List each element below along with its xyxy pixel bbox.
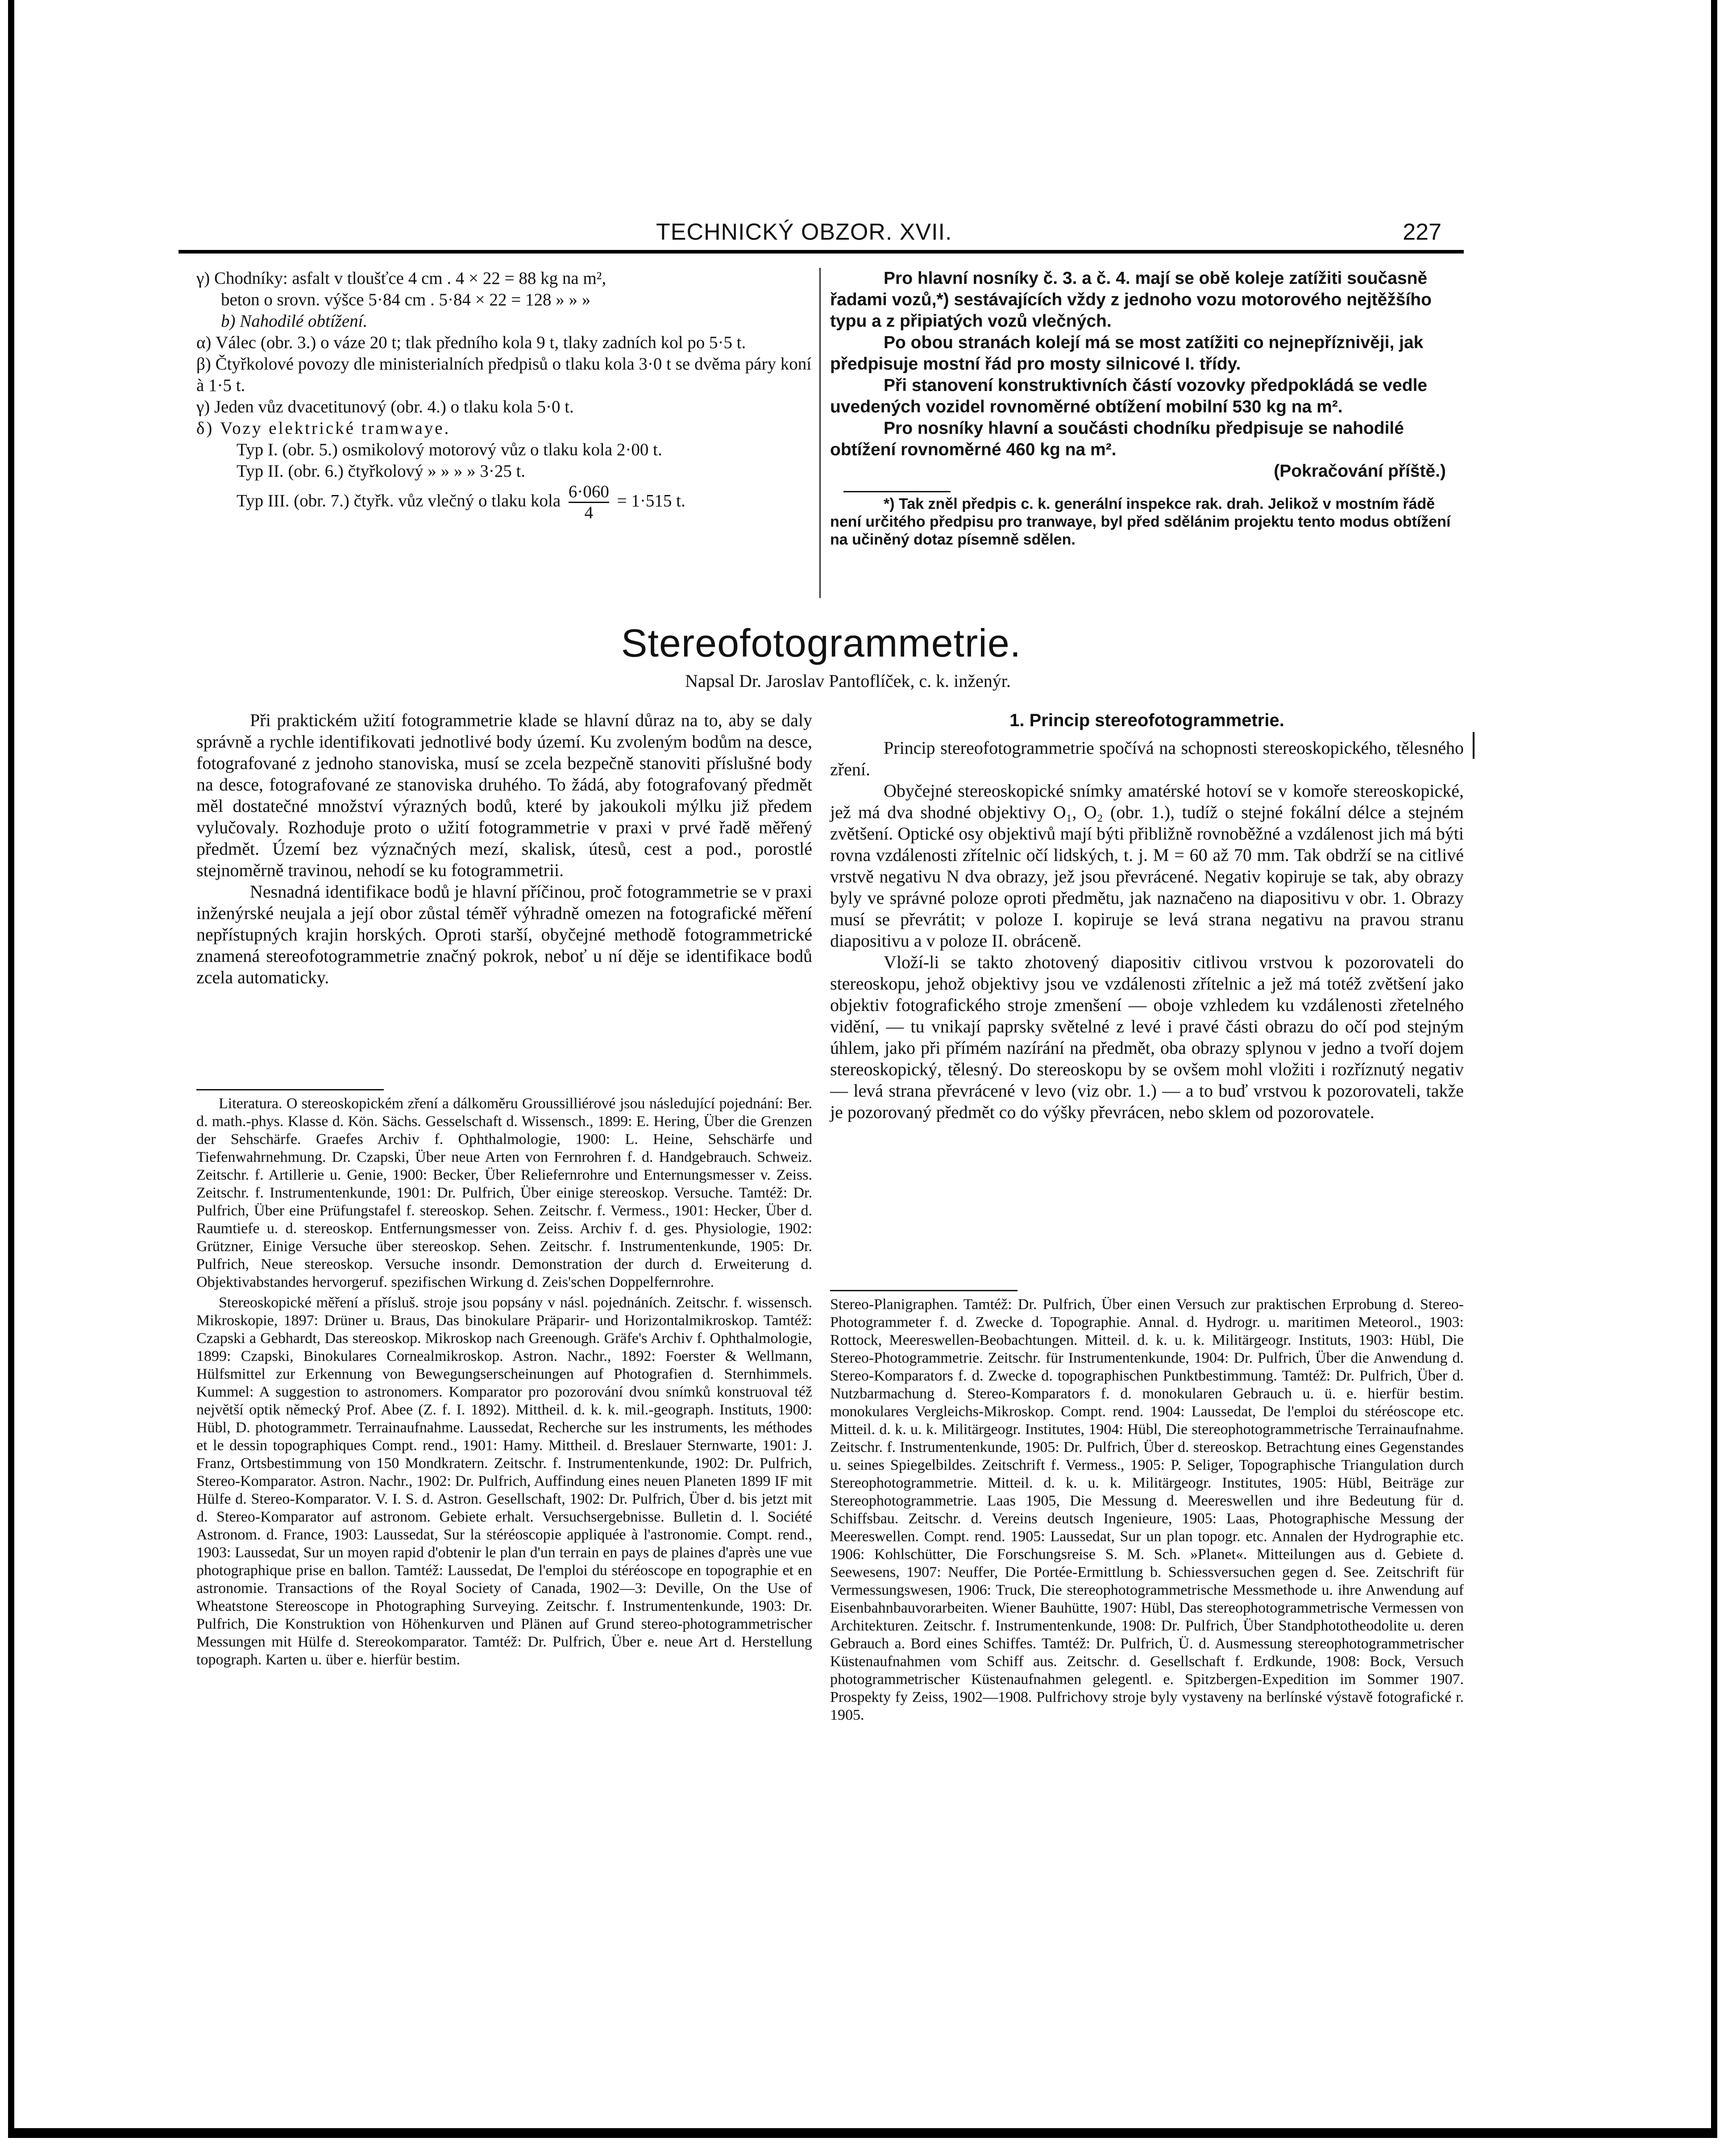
scan-mark xyxy=(1473,732,1474,759)
tram-type-line: Typ II. (obr. 6.) čtyřkolový » » » » 3·25 t. xyxy=(237,462,526,481)
load-notes-column xyxy=(830,268,1464,549)
fraction xyxy=(569,482,609,523)
footnote-rule xyxy=(843,491,951,492)
page-number: 227 xyxy=(1403,219,1441,245)
paragraph: Vloží-li se takto zhotovený diapositiv citlivou vrstvou k pozorovateli do stereoskopu, jehož objektivy jsou ve vzdálenosti zřítelnic a jež má totéž zvětšení jako objektiv fotografického stroje zmenšení — oboje vzhledem ku vzdálenosti zřetelného vidění, — tu vnikají paprsky světelné z levé i pravé části obrazu do očí pod stejným úhlem, jako při přímém nazírání na předmět, oba obrazy splynou v jedno a tvoří dojem stereoskopický, tělesný. Do stereoskopu by se ovšem mohl vložiti i rozříznutý negativ — levá strana převrácené v levo (viz obr. 1.) — a to buď vrstvou k pozorovateli, takže je pozorovaný předmět co do výšky převrácen, nebo sklem od pozorovatele. xyxy=(830,952,1464,1122)
paragraph: Pro hlavní nosníky č. 3. a č. 4. mají se obě koleje zatížiti současně řadami vozů,*) sestávajících vždy z jednoho vozu motorového nejtěžšího typu a z připiatých vozů vlečných. xyxy=(830,269,1432,331)
byline: Napsal Dr. Jaroslav Pantoflíček, c. k. inženýr. xyxy=(685,671,1011,691)
paragraph: Obyčejné stereoskopické snímky amatérské hotoví se v komoře stereoskopické, jež má dva shodné objektivy O₁, O₂ (obr. 1.), tudíž o stejné fokální délce a stejném zvětšení. Optické osy objektivů mají býti přibližně rovnoběžné a vzdálenost jich má býti rovna vzdálenosti zřítelnic očí lidských, t. j. M = 60 až 70 mm. Tak obdrží se na citlivé vrstvě negativu N dva obrazy, jež jsou převrácené. Negativ kopiruje se tak, aby obrazy byly ve správné poloze oproti předmětu, jak naznačeno na diapositivu v obr. 1. Obrazy musí se převrátit; v poloze I. kopiruje se levá strana negativu na pravou stranu diapositivu a v poloze II. obráceně. xyxy=(830,781,1464,951)
spec-line: γ) Jeden vůz dvacetitunový (obr. 4.) o tlaku kola 5·0 t. xyxy=(196,397,574,416)
literature-rule xyxy=(196,1089,384,1090)
literature-rule xyxy=(830,1290,1018,1291)
continued-note: (Pokračování příště.) xyxy=(1274,462,1446,481)
article-title: Stereofotogrammetrie. xyxy=(621,621,1022,665)
spec-line: γ) Chodníky: asfalt v tloušťce 4 cm . 4 × 22 = 88 kg na m², xyxy=(196,269,606,288)
paragraph: Při stanovení konstruktivních částí vozovky předpokládá se vedle uvedených vozidel rovnoměrné obtížení mobilní 530 kg na m². xyxy=(830,376,1428,416)
paragraph: Při praktickém užití fotogrammetrie klade se hlavní důraz na to, aby se daly správně a rychle identifikovati jednotlivé body území. Ku zvoleným bodům na desce, fotografované z jednoho stanoviska, musí se zcela bezpečně stanoviti příslušné body na desce, fotografované ze stanoviska druhého. To žádá, aby fotografovaný předmět měl dostatečné množství výrazných bodů, které by jakoukoli mýlku již předem vylučovaly. Rozhoduje proto o užití fotogrammetrie v praxi v prvé řadě měřený předmět. Území bez význačných mezí, skalisk, útesů, cest a pod., porostlé stejnoměrně travinou, nehodí se ku fotogrammetrii. xyxy=(196,710,812,880)
article-body-left xyxy=(196,710,812,988)
spec-line: α) Válec (obr. 3.) o váze 20 t; tlak předního kola 9 t, tlaky zadních kol po 5·5 t. xyxy=(196,333,746,352)
paragraph: Po obou stranách kolejí má se most zatížiti co nejnepříznivěji, jak předpisuje mostní řád pro mosty silnicové I. třídy. xyxy=(830,333,1424,374)
tram-type-result: = 1·515 t. xyxy=(617,491,685,511)
spec-line: beton o srovn. výšce 5·84 cm . 5·84 × 22 = 128 » » » xyxy=(221,290,591,309)
paragraph: Princip stereofotogrammetrie spočívá na schopnosti stereoskopického, tělesného zření. xyxy=(830,738,1464,779)
running-header xyxy=(179,219,1464,254)
literature-left xyxy=(196,1089,812,1672)
fraction-denominator: 4 xyxy=(584,503,594,522)
tram-type-line-fraction xyxy=(196,482,812,523)
tram-type-text: Typ III. (obr. 7.) čtyřk. vůz vlečný o tlaku kola xyxy=(237,491,561,511)
journal-title: TECHNICKÝ OBZOR. XVII. xyxy=(656,219,952,245)
paragraph: Pro nosníky hlavní a součásti chodníku předpisuje se nahodilé obtížení rovnoměrné 460 kg na m². xyxy=(830,419,1404,459)
section-heading: 1. Princip stereofotogrammetrie. xyxy=(1009,711,1284,730)
paragraph: Nesnadná identifikace bodů je hlavní příčinou, proč fotogrammetrie se v praxi inženýrské neujala a její obor zůstal téměř výhradně omezen na fotografické měření nepřístupných krajin horských. Oproti starší, obyčejné methodě fotogrammetrické znamená stereofotogrammetrie značný pokrok, neboť u ní děje se identifikace bodů zcela automaticky. xyxy=(196,882,812,987)
literature-paragraph: Stereoskopické měření a přísluš. stroje jsou popsány v násl. pojednáních. Zeitschr. f. wissensch. Mikroskopie, 1897: Drüner u. Braus, Das binokulare Präparir- und Horizontalmikroskop. Tamtéž: Czapski a Gebhardt, Das stereoskop. Mikroskop nach Greenough. Gräfe's Archiv f. Ophthalmologie, 1899: Czapski, Binokulares Cornealmikroskop. Astron. Nachr., 1892: Foerster & Wellmann, Hülfsmittel zur Erkennung von Bewegungserscheinungen auf Photografien d. Sternhimmels. Kummel: A suggestion to astronomers. Komparator pro pozorování dvou snímků konstruoval též největší optik německý Prof. Abee (Z. f. I. 1892). Mittheil. d. k. k. mil.-geograph. Instituts, 1900: Hübl, D. photogrammetr. Terrainaufnahme. Laussedat, Recherche sur les instruments, les méthodes et le dessin topographiques Compt. rend., 1901: Hamy. Mittheil. d. Breslauer Sternwarte, 1901: J. Franz, Ortsbestimmung von 150 Mondkratern. Zeitschr. f. Instrumentenkunde, 1902: Dr. Pulfrich, Stereo-Komparator. Astron. Nachr., 1902: Dr. Pulfrich, Auffindung eines neuen Planeten 1899 IF mit Hülfe d. Stereo-Komparator. V. I. S. d. Astron. Gesellschaft, 1902: Dr. Pulfrich, Über d. bis jetzt mit d. Stereo-Komparator auf astronom. Gebiete erhalt. Versuchsergebnisse. Bulletin d. l. Société Astronom. d. France, 1903: Laussedat, Sur la stéréoscopie appliquée à l'astronomie. Compt. rend., 1903: Laussedat, Sur un moyen rapid d'obtenir le plan d'un terrain en pays de plaines d'après une vue photographique prise en ballon. Tamtéž: Laussedat, De l'emploi du stéréoscope en topographie et en astronomie. Transactions of the Royal Society of Canada, 1902—3: Deville, On the Use of Wheatstone Stereoscope in Photographing Surveying. Zeitschr. f. Instrumentenkunde, 1903: Dr. Pulfrich, Die Konstruktion von Höhenkurven und Plänen auf Grund stereo-photogrammetrischer Messungen mit Hülfe d. Stereokomparator. Tamtéž: Dr. Pulfrich, Über e. neue Art d. Herstellung topograph. Karten u. über e. hierfür bestim. xyxy=(196,1294,812,1668)
column-divider xyxy=(819,268,821,598)
literature-paragraph: Literatura. O stereoskopickém zření a dálkoměru Groussilliérové jsou následující pojednání: Ber. d. math.-phys. Klasse d. Kön. Sächs. Gesselschaft d. Wissensch., 1899: E. Hering, Über die Grenzen der Sehschärfe. Graefes Archiv f. Ophthalmologie, 1900: L. Heine, Sehschärfe und Tiefenwahrnehmung. Dr. Czapski, Über neue Arten von Fernrohren f. d. Handgebrauch. Schweiz. Zeitschr. f. Artillerie u. Genie, 1900: Becker, Über Reliefernrohre und Enternungsmesser v. Zeiss. Zeitschr. f. Instrumentenkunde, 1901: Dr. Pulfrich, Über einige stereoskop. Versuche. Tamtéž: Dr. Pulfrich, Über eine Prüfungstafel f. stereoskop. Sehen. Zeitschr. f. Vermess., 1901: Hecker, Über d. Raumtiefe u. d. stereoskop. Entfernungsmesser von. Zeiss. Archiv f. d. ges. Physiologie, 1902: Grützner, Einige Versuche über stereoskop. Sehen. Zeitschr. f. Instrumentenkunde, 1905: Dr. Pulfrich, Neue stereoskop. Versuche insondr. Demonstration der durch d. Erweiterung d. Objektivabstandes hervorgeruf. spezifischen Wirkung d. Zeis'schen Doppelfernrohre. xyxy=(196,1095,812,1290)
article-body-right xyxy=(830,710,1464,1123)
footnote: *) Tak zněl předpis c. k. generální inspekce rak. drah. Jelikož v mostním řádě není určitého předpisu pro tranwaye, byl před sdělánim projektu tento modus obtížení na učiněný dotaz písemně sdělen. xyxy=(830,495,1451,548)
spec-line: δ) Vozy elektrické tramwaye. xyxy=(196,419,451,438)
fraction-numerator: 6·060 xyxy=(569,482,609,503)
literature-paragraph: Stereo-Planigraphen. Tamtéž: Dr. Pulfrich, Über einen Versuch zur praktischen Erprobung d. Stereo-Photogrammeter f. d. Zwecke d. Topographie. Annal. d. Hydrogr. u. maritimen Meteorol., 1903: Rottock, Meereswellen-Beobachtungen. Mitteil. d. k. u. k. Militärgeogr. Instituts, 1903: Hübl, Die Stereo-Photogrammetrie. Zeitschr. für Instrumentenkunde, 1904: Dr. Pulfrich, Über die Anwendung d. Stereo-Komparators f. d. Zwecke d. topographischen Punktbestimmung. Tamtéž: Dr. Pulfrich, Über d. Nutzbarmachung d. Stereo-Komparators f. d. monokularen Gebrauch u. ü. e. hierfür bestim. monokulares Vergleichs-Mikroskop. Compt. rend. 1904: Laussedat, De l'emploi du stéréoscope etc. Mitteil. d. k. u. k. Militärgeogr. Institutes, 1904: Hübl, Die stereophotogrammetrische Terrainaufnahme. Zeitschr. f. Instrumentenkunde, 1905: Dr. Pulfrich, Über d. stereoskop. Betrachtung eines Gegenstandes u. seines Spiegelbildes. Zeitschrift f. Vermess., 1905: P. Seliger, Topographische Triangulation durch Stereophotogrammetrie. Mitteil. d. k. u. k. Militärgeogr. Institutes, 1905: Hübl, Beiträge zur Stereophotogrammetrie. Laas 1905, Die Messung d. Meereswellen und ihre Bedeutung für d. Schiffsbau. Zeitschr. d. Vereins deutsch Ingenieure, 1905: Laas, Photographische Messung der Meereswellen. Compt. rend. 1905: Laussedat, Sur un plan topogr. etc. Annalen der Hydrographie etc. 1906: Kohlschütter, Die Forschungsreise S. M. Sch. »Planet«. Mitteilungen aus d. Gebiete d. Seewesens, 1907: Neuffer, Die Portée-Ermittlung b. Schiessversuchen gegen d. See. Zeitschrift für Vermessungswesen, 1906: Truck, Die stereophotogrammetrische Messmethode u. ihre Anwendung auf Eisenbahnbauvorarbeiten. Wiener Bauhütte, 1907: Hübl, Das stereophotogrammetrische Vermessen von Architekturen. Zeitschr. f. Instrumentenkunde, 1908: Dr. Pulfrich, Über Standphototheodolite u. deren Gebrauch a. Bord eines Schiffes. Tamtéž: Dr. Pulfrich, Ü. d. Ausmessung stereophotogrammetrischer Küstenaufnahmen vom Schiff aus. Zeitschr. d. Gesellschaft f. Erdkunde, 1908: Bock, Versuch photogrammetrischer Küstenaufnahmen gelegentl. e. Spitzbergen-Expedition im Sommer 1907. Prospekty fy Zeiss, 1902—1908. Pulfrichovy stroje byly vystaveny na berlínské výstavě fotografické r. 1905. xyxy=(830,1296,1464,1723)
tram-type-line: Typ I. (obr. 5.) osmikolový motorový vůz o tlaku kola 2·00 t. xyxy=(237,440,662,459)
article-header xyxy=(179,620,1464,691)
literature-right xyxy=(830,1290,1464,1724)
spec-line: β) Čtyřkolové povozy dle ministerialních předpisů o tlaku kola 3·0 t se dvěma páry koní à 1·5 t. xyxy=(196,354,812,395)
spec-subheading: b) Nahodilé obtížení. xyxy=(221,312,368,331)
load-specification-column xyxy=(196,268,812,523)
